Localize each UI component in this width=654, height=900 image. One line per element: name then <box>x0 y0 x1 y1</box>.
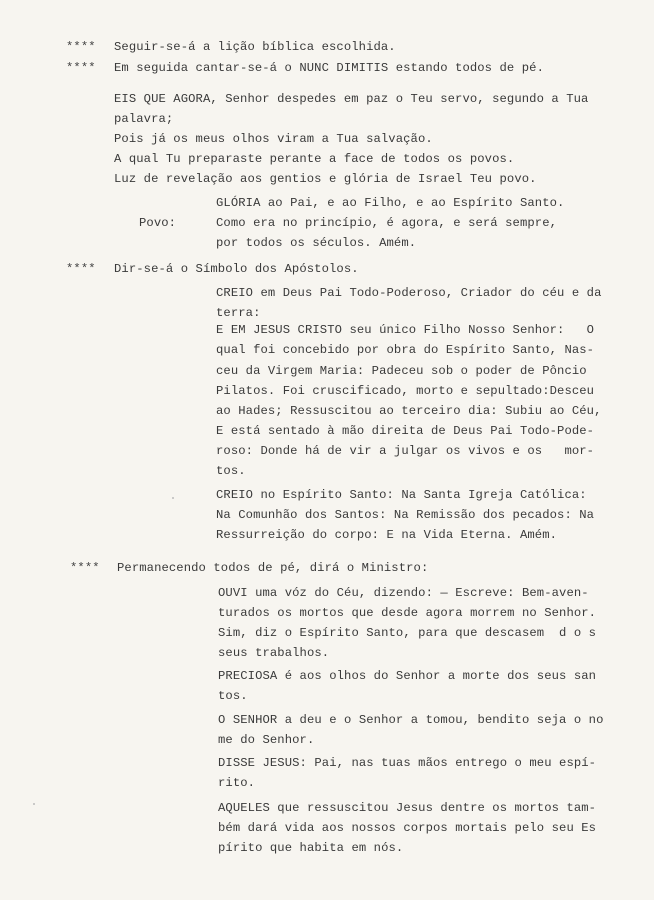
canticle-line: palavra; <box>114 112 174 126</box>
creed-line: ceu da Virgem Maria: Padeceu sob o poder de Pôncio <box>216 364 587 378</box>
sentence-line: OUVI uma vóz do Céu, dizendo: — Escreve: Bem-aven- <box>218 586 589 600</box>
instruction-text: Em seguida cantar-se-á o NUNC DIMITIS estando todos de pé. <box>114 61 544 75</box>
gloria-line: GLÓRIA ao Pai, e ao Filho, e ao Espírito Santo. <box>216 196 565 210</box>
creed-line: CREIO no Espírito Santo: Na Santa Igreja Católica: <box>216 488 587 502</box>
sentence-line: DISSE JESUS: Pai, nas tuas mãos entrego o meu espí- <box>218 756 597 770</box>
sentence-line: me do Senhor. <box>218 733 315 747</box>
canticle-line: EIS QUE AGORA, Senhor despedes em paz o Teu servo, segundo a Tua <box>114 92 589 106</box>
canticle-line: A qual Tu preparaste perante a face de todos os povos. <box>114 152 515 166</box>
sentence-line: turados os mortos que desde agora morrem no Senhor. <box>218 606 597 620</box>
paper-speck <box>33 803 35 805</box>
canticle-line: Pois já os meus olhos viram a Tua salvação. <box>114 132 433 146</box>
creed-line: tos. <box>216 464 246 478</box>
sentence-line: O SENHOR a deu e o Senhor a tomou, bendito seja o no <box>218 713 604 727</box>
creed-line: Na Comunhão dos Santos: Na Remissão dos pecados: Na <box>216 508 595 522</box>
creed-line: terra: <box>216 306 261 320</box>
instruction-marker: **** <box>66 40 96 54</box>
creed-line: E está sentado à mão direita de Deus Pai Todo-Pode- <box>216 424 595 438</box>
canticle-line: Luz de revelação aos gentios e glória de Israel Teu povo. <box>114 172 537 186</box>
instruction-text: Dir-se-á o Símbolo dos Apóstolos. <box>114 262 359 276</box>
sentence-line: pírito que habita em nós. <box>218 841 404 855</box>
creed-line: Pilatos. Foi cruscificado, morto e sepultado:Desceu <box>216 384 595 398</box>
sentence-line: PRECIOSA é aos olhos do Senhor a morte dos seus san <box>218 669 597 683</box>
instruction-text: Seguir-se-á a lição bíblica escolhida. <box>114 40 396 54</box>
gloria-line: Como era no princípio, é agora, e será sempre, <box>216 216 558 230</box>
sentence-line: seus trabalhos. <box>218 646 330 660</box>
sentence-line: bém dará vida aos nossos corpos mortais pelo seu Es <box>218 821 597 835</box>
paper-speck <box>172 497 174 499</box>
creed-line: roso: Donde há de vir a julgar os vivos e os mor- <box>216 444 595 458</box>
instruction-text: Permanecendo todos de pé, dirá o Ministro: <box>117 561 429 575</box>
creed-line: E EM JESUS CRISTO seu único Filho Nosso Senhor: O <box>216 323 595 337</box>
sentence-line: Sim, diz o Espírito Santo, para que descasem d o s <box>218 626 597 640</box>
sentence-line: tos. <box>218 689 248 703</box>
instruction-marker: **** <box>66 61 96 75</box>
creed-line: qual foi concebido por obra do Espírito Santo, Nas- <box>216 343 595 357</box>
speaker-label: Povo: <box>139 216 177 230</box>
creed-line: ao Hades; Ressuscitou ao terceiro dia: Subiu ao Céu, <box>216 404 602 418</box>
creed-line: CREIO em Deus Pai Todo-Poderoso, Criador do céu e da <box>216 286 602 300</box>
sentence-line: AQUELES que ressuscitou Jesus dentre os mortos tam- <box>218 801 597 815</box>
gloria-line: por todos os séculos. Amém. <box>216 236 417 250</box>
instruction-marker: **** <box>70 561 100 575</box>
sentence-line: rito. <box>218 776 256 790</box>
instruction-marker: **** <box>66 262 96 276</box>
creed-line: Ressurreição do corpo: E na Vida Eterna. Amém. <box>216 528 558 542</box>
